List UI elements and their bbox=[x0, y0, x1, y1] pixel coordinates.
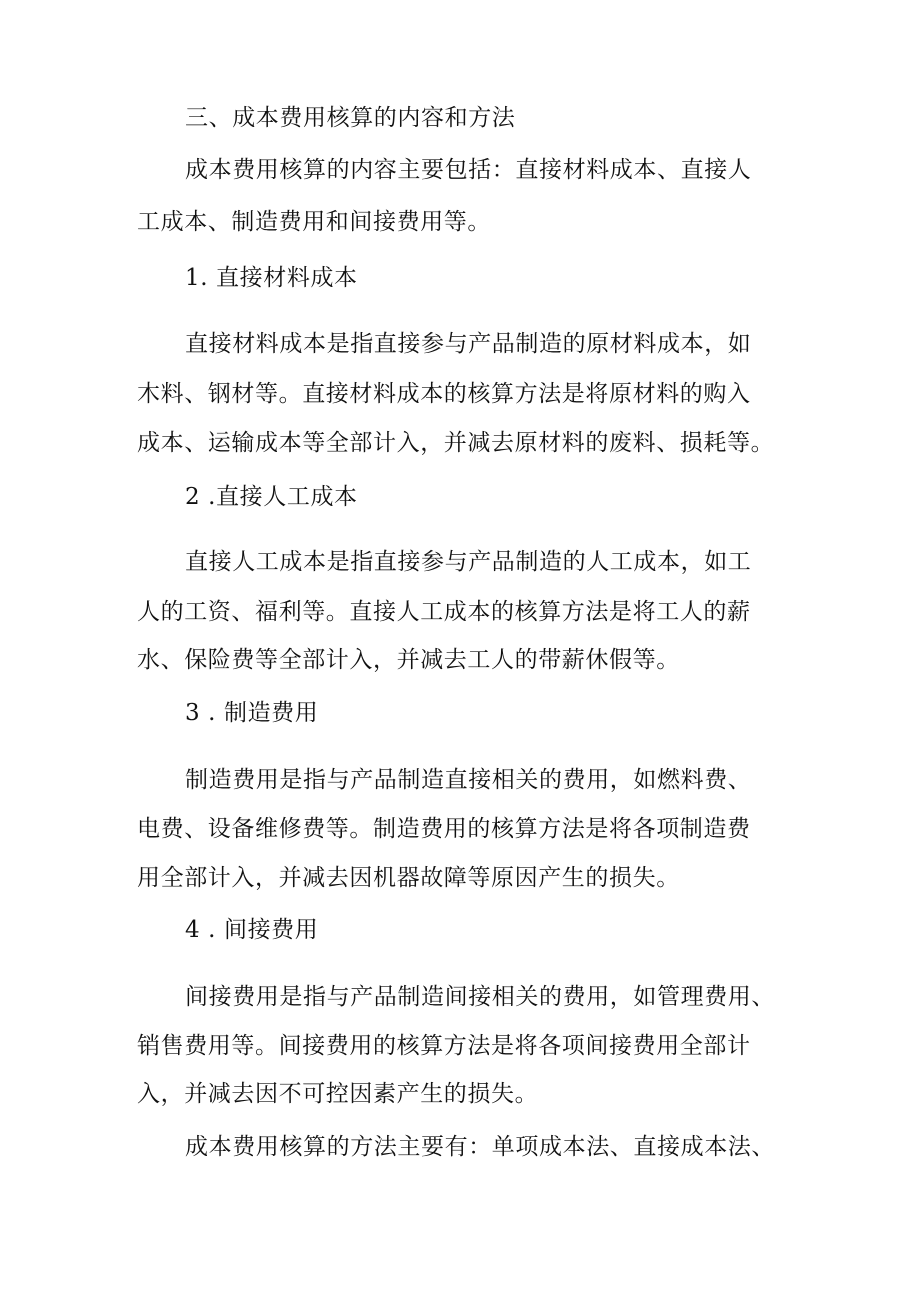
item-1-line-3: 成本、运输成本等全部计入，并减去原材料的废料、损耗等。 bbox=[137, 430, 775, 456]
intro-line-2: 工成本、制造费用和间接费用等。 bbox=[137, 209, 491, 235]
intro-line-1: 成本费用核算的内容主要包括：直接材料成本、直接人 bbox=[185, 157, 752, 183]
section-heading: 三、成本费用核算的内容和方法 bbox=[185, 105, 516, 131]
item-3-heading: 3 . 制造费用 bbox=[185, 700, 319, 726]
item-4-line-2: 销售费用等。间接费用的核算方法是将各项间接费用全部计 bbox=[137, 1033, 751, 1059]
closing-line: 成本费用核算的方法主要有：单项成本法、直接成本法、 bbox=[185, 1134, 775, 1160]
item-3-line-1: 制造费用是指与产品制造直接相关的费用，如燃料费、 bbox=[185, 767, 752, 793]
item-4-line-1: 间接费用是指与产品制造间接相关的费用，如管理费用、 bbox=[185, 984, 775, 1010]
item-1-line-2: 木料、钢材等。直接材料成本的核算方法是将原材料的购入 bbox=[137, 381, 751, 407]
item-2-line-2: 人的工资、福利等。直接人工成本的核算方法是将工人的薪 bbox=[137, 599, 751, 625]
item-2-heading: 2 .直接人工成本 bbox=[185, 484, 358, 510]
item-4-line-3: 入，并减去因不可控因素产生的损失。 bbox=[137, 1081, 539, 1107]
item-3-line-2: 电费、设备维修费等。制造费用的核算方法是将各项制造费 bbox=[137, 816, 751, 842]
item-1-heading: 1. 直接材料成本 bbox=[185, 265, 358, 291]
item-4-heading: 4 . 间接费用 bbox=[185, 917, 319, 943]
item-1-line-1: 直接材料成本是指直接参与产品制造的原材料成本，如 bbox=[185, 331, 752, 357]
item-2-line-1: 直接人工成本是指直接参与产品制造的人工成本，如工 bbox=[185, 549, 752, 575]
item-3-line-3: 用全部计入，并减去因机器故障等原因产生的损失。 bbox=[137, 865, 680, 891]
item-2-line-3: 水、保险费等全部计入，并减去工人的带薪休假等。 bbox=[137, 647, 680, 673]
